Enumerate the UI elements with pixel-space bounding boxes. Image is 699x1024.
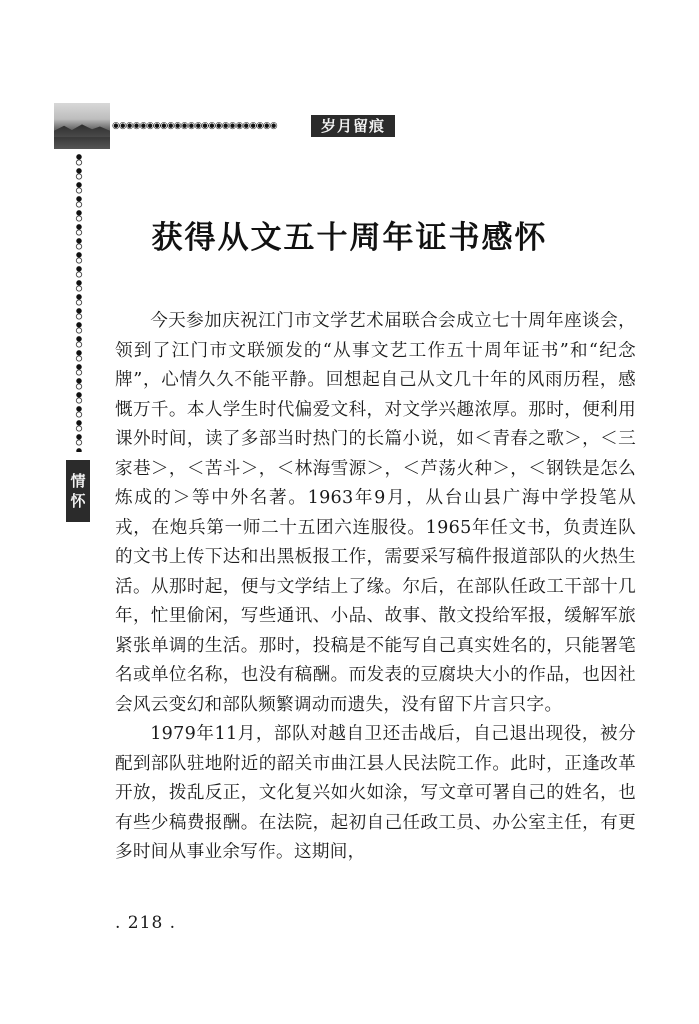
ornament-icon: ◉ [269,121,278,131]
header-landscape-photo [54,103,110,149]
ornament-icon: ◉ [112,121,120,131]
header-ornament-rule [112,121,307,131]
ornament-icon: ◉ [214,121,223,131]
ornament-icon: ◉ [256,121,264,131]
ornament-icon: ◉ [194,121,203,131]
ornament-icon: ◉ [173,121,182,131]
ornament-icon: ◉ [201,121,210,131]
article-title: 获得从文五十周年证书感怀 [151,220,548,256]
ornament-icon: ◉ [208,121,216,131]
ornament-icon: ◉ [146,121,155,131]
paragraph: 今天参加庆祝江门市文学艺术届联合会成立七十周年座谈会，领到了江门市文联颁发的“从事文艺工作五十周年证书”和“纪念牌”，心情久久不能平静。回想起自己从文几十年的风雨历程，感慨万千。本人学生时代偏爱文科，对文学兴趣浓厚。那时，便利用课外时间，读了多部当时热门的长篇小说，如＜青春之歌＞，＜三家巷＞，＜苦斗＞，＜林海雪源＞，＜芦荡火种＞，＜钢铁是怎么炼成的＞等中外名著。1963年9月，从台山县广海中学投笔从戎，在炮兵第一师二十五团六连服役。1965年任文书，负责连队的文书上传下达和出黑板报工作，需要采写稿件报道部队的火热生活。从那时起，便与文学结上了缘。尔后，在部队任政工干部十几年，忙里偷闲，写些通讯、小品、故事、散文投给军报，缓解军旅紧张单调的生活。那时，投稿是不能写自己真实姓名的，只能署笔名或单位名称，也没有稿酬。而发表的豆腐块大小的作品，也因社会风云变幻和部队频繁调动而遗失，没有留下片言只字。 [115,311,636,715]
page-number: . 218 . [115,913,177,933]
article-body [115,307,636,868]
ornament-icon: ◉ [132,121,141,131]
ornament-icon: ◉ [262,121,271,131]
ornament-icon: ◉ [125,121,134,131]
section-label: 岁月留痕 [311,115,395,137]
vertical-ornament-border [73,152,85,452]
ornament-icon: ◉ [160,121,168,131]
ornament-icon: ◉ [180,121,189,131]
mountain-silhouette [54,123,110,137]
side-tab [66,460,90,522]
ornament-icon: ◉ [118,121,127,131]
ornament-icon: ◉ [153,121,162,131]
ornament-icon: ◉ [228,121,237,131]
ornament-icon: ◉ [249,121,258,131]
side-tab-char: 情 [70,472,86,490]
ornament-icon: ◉ [235,121,244,131]
side-tab-char: 怀 [70,492,86,510]
paragraph: 1979年11月，部队对越自卫还击战后，自己退出现役，被分配到部队驻地附近的韶关市曲江县人民法院工作。此时，正逢改革开放，拨乱反正，文化复兴如火如涂，写文章可署自己的姓名，也有些少稿费报酬。在法院，起初自己任政工员、办公室主任，有更多时间从事业余写作。这期间， [115,724,636,862]
ornament-icon: ◉ [139,121,148,131]
ornament-icon: ◉ [242,121,251,131]
ornament-icon: ◉ [166,121,175,131]
ornament-icon: ◉ [221,121,230,131]
ornament-icon: ◉ [187,121,196,131]
